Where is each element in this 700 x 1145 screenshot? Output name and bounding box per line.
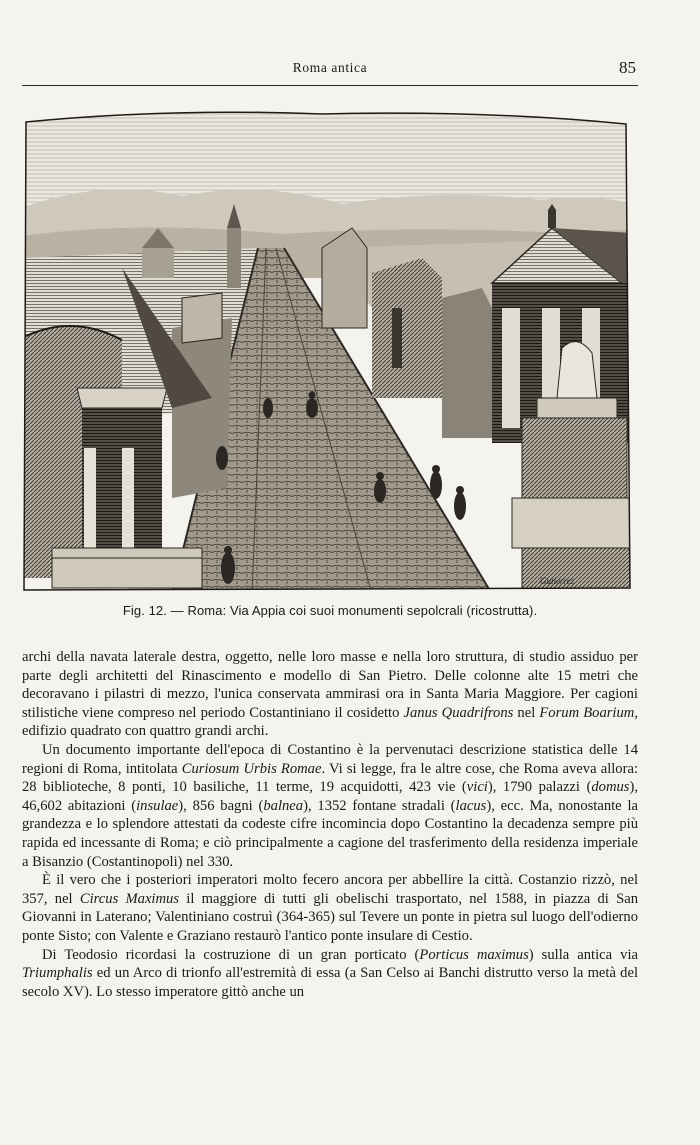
text-run: ), 856 bagni ( <box>178 797 264 814</box>
italic-term: Circus Maximus <box>79 890 180 907</box>
text-run: Un documento importante dell'epoca di Costantino è la pervenutaci descrizione statistica delle 14 regioni di Roma, intitolata <box>22 741 638 777</box>
text-run: il maggiore di tutti gli obelischi trasportato, nel 1588, in piazza di San Giovanni in Laterano; Valentiniano costruì (364-365) sul Tevere un ponte in pietra sul luogo dell'odierno ponte Sisto; con Valente e Graziano restaurò l'antico ponte insulare di Cestio. <box>22 890 638 944</box>
paragraph <box>22 648 638 741</box>
figure-caption: Fig. 12. — Roma: Via Appia coi suoi monumenti sepolcrali (ricostrutta). <box>122 603 538 618</box>
text-run: ), 1790 palazzi ( <box>487 779 592 796</box>
italic-term: vici <box>466 779 488 796</box>
text-run: ), ecc. Ma, nonostante la grandezza e lo splendore attestati da codeste cifre incomincia dopo Costantino la decadenza sempre più rapida ed incessante di Roma; e ciò principalmente a cagione del trasferimento della residenza imperiale a Bisanzio (Costantinopoli) nel 330. <box>22 797 638 870</box>
running-title: Roma antica <box>292 60 368 75</box>
paragraph <box>22 871 638 945</box>
text-run: ed un Arco di trionfo all'estremità di essa (a San Celso ai Banchi distrutto verso la metà del secolo XV). Lo stesso imperatore gittò anche un <box>22 965 638 1000</box>
italic-term: Porticus maximus <box>419 946 529 963</box>
text-run: È il vero che i posteriori imperatori molto fecero ancora per abbellire la città. Costanzio rizzò, nel 357, nel <box>22 872 638 907</box>
italic-term: balnea <box>263 797 304 814</box>
paragraph <box>22 741 638 871</box>
text-run: ), 1352 fontane stradali ( <box>303 797 456 814</box>
italic-term: Janus Quadrifrons <box>403 704 514 721</box>
paragraph <box>22 946 638 1002</box>
header-rule <box>22 85 638 86</box>
text-run: nel <box>513 704 540 721</box>
body-text <box>22 648 638 1001</box>
text-run: ), 46,602 abitazioni ( <box>22 779 638 814</box>
page-number: 85 <box>619 58 636 77</box>
text-run: Di Teodosio ricordasi la costruzione di un gran porticato ( <box>42 946 420 963</box>
italic-term: insulae <box>136 797 179 814</box>
text-run: ) sulla antica via <box>528 946 638 963</box>
engraving-via-appia <box>22 108 632 594</box>
italic-term: Forum Boarium <box>539 704 635 721</box>
page-header <box>22 54 638 84</box>
italic-term: lacus <box>455 797 487 814</box>
italic-term: Triumphalis <box>22 965 93 982</box>
text-run: . Vi si legge, fra le altre cose, che Roma aveva allora: 28 biblioteche, 8 ponti, 10 basiliche, 11 terme, 19 acquidotti, 423 vie ( <box>22 760 638 796</box>
engraver-signature: Gutierrez <box>540 576 575 586</box>
italic-term: domus <box>591 779 630 796</box>
italic-term: Curiosum Urbis Romae <box>181 760 322 777</box>
text-run: archi della navata laterale destra, oggetto, nelle loro masse e nella loro struttura, di studio assiduo per parte degli architetti del Rinascimento e modello di San Pietro. Delle colonne alte 15 metri che decoravano i pilastri di mezzo, l'unica conservata ammirasi ora in Santa Maria Maggiore. Per cagioni stilistiche viene compreso nel periodo Costantiniano il cosidetto <box>22 649 638 721</box>
text-run: , edifizio quadrato con quattro grandi archi. <box>22 704 638 740</box>
